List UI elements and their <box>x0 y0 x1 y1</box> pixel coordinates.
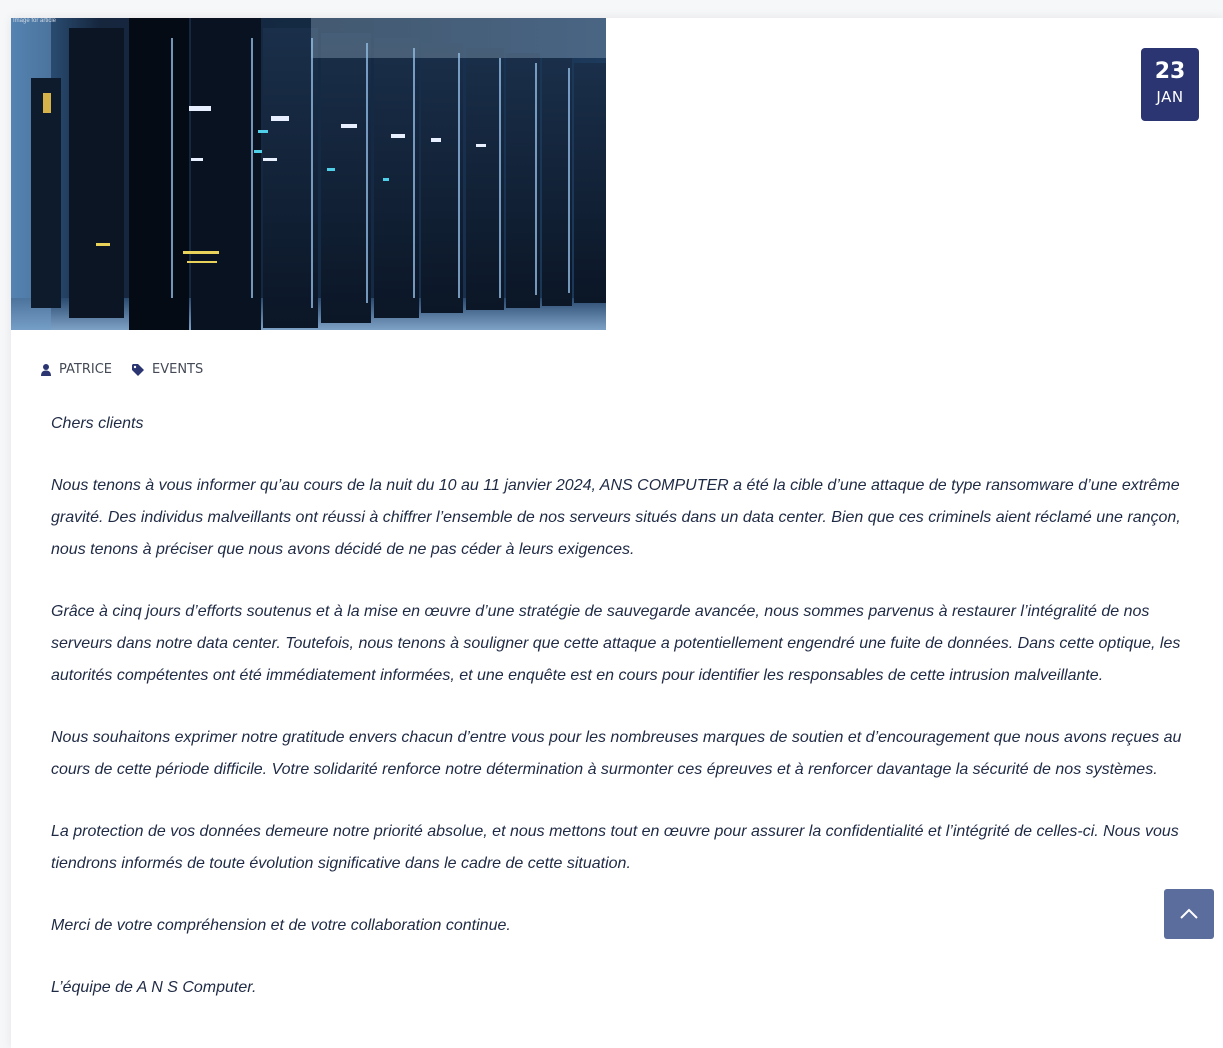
scroll-to-top-button[interactable] <box>1164 889 1214 939</box>
article-paragraph: Nous tenons à vous informer qu’au cours de la nuit du 10 au 11 janvier 2024, ANS COMPUTER a été la cible d’une attaque de type ransomware d’une extrême gravité. Des individus malveillants ont réussi à chiffrer l’ensemble de nos serveurs situés dans un data center. Bien que ces criminels aient réclamé une rançon, nous tenons à préciser que nous avons décidé de ne pas céder à leurs exigences. <box>51 477 1181 558</box>
article-body <box>51 408 1201 1034</box>
article-paragraph: Merci de votre compréhension et de votre collaboration continue. <box>51 917 511 934</box>
article-paragraph: Grâce à cinq jours d’efforts soutenus et à la mise en œuvre d’une stratégie de sauvegarde avancée, nous sommes parvenus à restaurer l’intégralité de nos serveurs dans notre data center. Toutefois, nous tenons à souligner que cette attaque a potentiellement engendré une fuite de données. Dans cette optique, les autorités compétentes ont été immédiatement informées, et une enquête est en cours pour identifier les responsables de cette intrusion malveillante. <box>51 603 1181 684</box>
category-link[interactable] <box>132 362 203 377</box>
date-day: 23 <box>1154 59 1186 84</box>
article-paragraph: La protection de vos données demeure notre priorité absolue, et nous mettons tout en œuvre pour assurer la confidentialité et l’intégrité de celles-ci. Nous vous tiendrons informés de toute évolution significative dans le cadre de cette situation. <box>51 823 1179 872</box>
article-paragraph: Nous souhaitons exprimer notre gratitude envers chacun d’entre vous pour les nombreuses marques de soutien et d’encouragement que nous avons reçues au cours de cette période difficile. Votre solidarité renforce notre détermination à surmonter ces épreuves et à renforcer davantage la sécurité de nos systèmes. <box>51 729 1182 778</box>
chevron-up-icon <box>1179 908 1199 920</box>
post-meta <box>41 362 223 377</box>
image-caption: Image for article <box>13 18 57 24</box>
tag-icon <box>132 364 144 376</box>
article-signature: L’équipe de A N S Computer. <box>51 979 257 996</box>
date-badge <box>1141 48 1199 121</box>
server-room-image <box>11 18 606 330</box>
article-card <box>11 18 1223 1048</box>
author-link[interactable] <box>41 362 112 377</box>
category-name: EVENTS <box>152 362 204 377</box>
user-icon <box>41 364 51 376</box>
author-name: PATRICE <box>59 362 112 377</box>
article-greeting: Chers clients <box>51 415 144 432</box>
date-month: JAN <box>1156 88 1184 106</box>
